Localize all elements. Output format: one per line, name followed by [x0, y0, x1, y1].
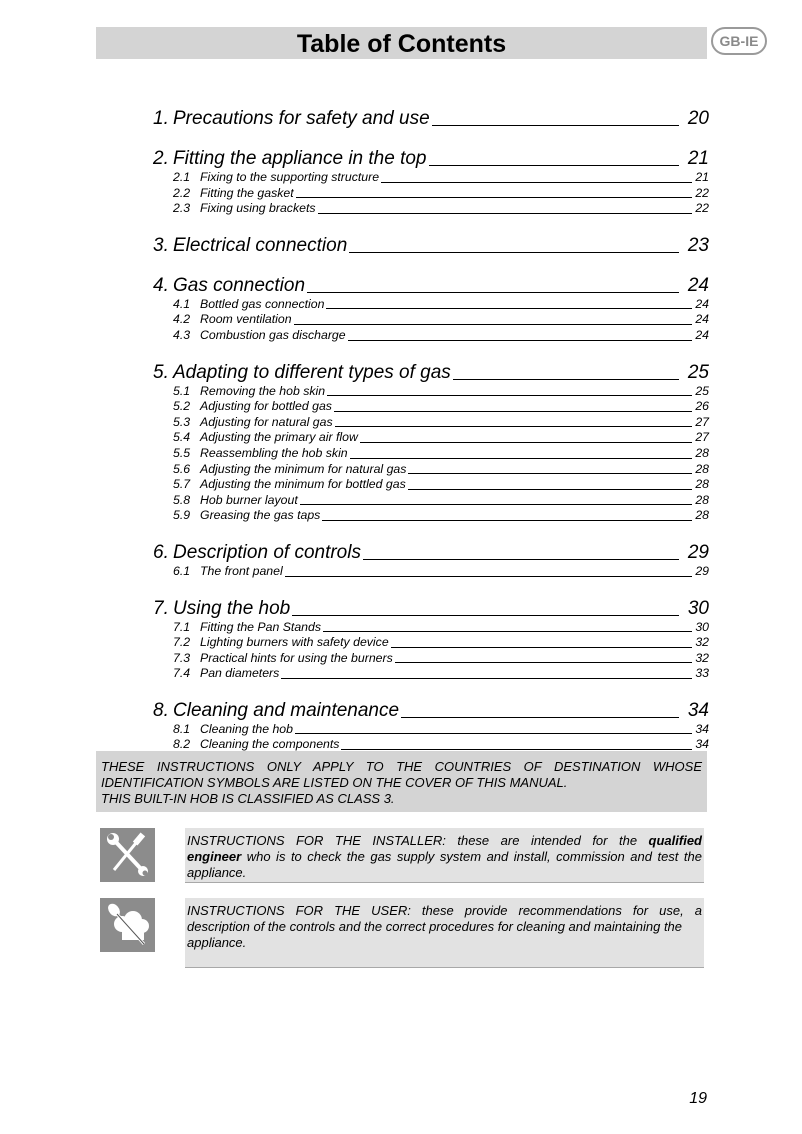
toc-subsection[interactable]: [153, 635, 709, 651]
toc-section-title: Using the hob: [173, 597, 291, 619]
toc-subsection-title: Greasing the gas taps: [200, 508, 321, 523]
toc-leader: [432, 125, 679, 126]
toc-subsection-page: 29: [695, 563, 709, 578]
toc-section-heading[interactable]: [153, 361, 709, 384]
toc-subsection-page: 28: [695, 477, 709, 492]
page-title: Table of Contents: [296, 30, 507, 58]
toc-subsection-page: 25: [695, 383, 709, 398]
user-text: INSTRUCTIONS FOR THE USER: these provide recommendations for use, a: [187, 903, 702, 918]
toc-subsection-title: Adjusting for bottled gas: [200, 399, 332, 414]
toc-leader: [285, 576, 692, 577]
page-number: 19: [689, 1090, 707, 1107]
toc-subsection-number: 6.1: [173, 563, 191, 578]
toc-leader: [341, 749, 692, 750]
toc-section: [153, 274, 709, 344]
toc-subsection-title: The front panel: [200, 563, 283, 578]
installer-text: appliance.: [187, 865, 247, 880]
toc-leader: [300, 504, 692, 505]
toc-leader: [296, 197, 692, 198]
toc-subsection-page: 24: [695, 312, 709, 327]
toc-leader: [360, 442, 692, 443]
toc-subsection-page: 28: [695, 445, 709, 460]
toc-subsection[interactable]: [153, 201, 709, 217]
toc-leader: [322, 520, 692, 521]
toc-section-number: 4.: [153, 274, 169, 296]
toc-subsection[interactable]: [153, 477, 709, 493]
toc-subsection-page: 22: [695, 201, 709, 216]
toc-section-title: Adapting to different types of gas: [173, 361, 451, 383]
toc-subsection-title: Cleaning the hob: [200, 721, 293, 736]
toc-section-heading[interactable]: [153, 234, 709, 257]
toc-section-title: Precautions for safety and use: [173, 108, 430, 129]
toc-section-heading[interactable]: [153, 597, 709, 620]
toc-subsection-title: Hob burner layout: [200, 492, 298, 507]
toc-leader: [318, 213, 692, 214]
toc-subsection-title: Adjusting the minimum for bottled gas: [200, 477, 406, 492]
toc-section: [153, 147, 709, 217]
toc-subsection-page: 28: [695, 461, 709, 476]
toc-section-number: 5.: [153, 361, 169, 383]
toc-subsection-page: 24: [695, 327, 709, 342]
toc-section-page: 24: [687, 274, 709, 296]
toc-section-title: Gas connection: [173, 274, 306, 296]
toc-subsection-number: 7.4: [173, 666, 191, 681]
toc-subsection[interactable]: [153, 446, 709, 462]
table-of-contents: [153, 107, 709, 770]
toc-subsection-page: 22: [695, 185, 709, 200]
toc-leader: [326, 308, 692, 309]
toc-subsection-title: Combustion gas discharge: [200, 327, 346, 342]
toc-section: [153, 361, 709, 524]
toc-subsection-number: 7.2: [173, 635, 191, 650]
destination-notice: [96, 751, 707, 812]
user-text: appliance.: [187, 935, 247, 950]
toc-subsection-title: Removing the hob skin: [200, 383, 326, 398]
toc-leader: [294, 324, 692, 325]
toc-section: [153, 107, 709, 130]
toc-subsection-number: 5.5: [173, 445, 191, 460]
toc-subsection-page: 30: [695, 619, 709, 634]
toc-subsection-number: 5.4: [173, 430, 191, 445]
toc-section-page: 21: [687, 148, 709, 169]
installer-bold: qualified: [648, 833, 702, 848]
toc-subsection-number: 7.3: [173, 650, 191, 665]
toc-leader: [350, 458, 692, 459]
toc-subsection-number: 5.3: [173, 414, 191, 429]
toc-subsection[interactable]: [153, 186, 709, 202]
toc-section: [153, 541, 709, 580]
toc-subsection[interactable]: [153, 328, 709, 344]
toc-leader: [401, 717, 679, 718]
user-instructions: [185, 898, 704, 968]
toc-subsection-page: 34: [695, 721, 709, 736]
toc-subsection[interactable]: [153, 297, 709, 313]
toc-subsection-number: 2.3: [173, 201, 191, 216]
notice-line: IDENTIFICATION SYMBOLS ARE LISTED ON THE COVER OF THIS MANUAL.: [101, 775, 568, 790]
toc-subsection-page: 28: [695, 492, 709, 507]
toc-subsection-number: 2.1: [173, 170, 191, 184]
toc-section-heading[interactable]: [153, 699, 709, 722]
toc-leader: [292, 615, 679, 616]
toc-subsection-page: 26: [695, 399, 709, 414]
toc-section-title: Electrical connection: [173, 234, 348, 256]
installer-text: who is to check the gas supply system and install, commission and test the: [241, 849, 702, 864]
toc-subsection-number: 4.2: [173, 312, 191, 327]
toc-section-page: 25: [687, 361, 709, 383]
toc-section-heading[interactable]: [153, 274, 709, 297]
toc-subsection-title: Lighting burners with safety device: [200, 635, 389, 650]
toc-leader: [429, 165, 679, 166]
toc-subsection-number: 4.1: [173, 296, 191, 311]
toc-section-page: 23: [687, 234, 709, 256]
toc-section: [153, 699, 709, 753]
toc-section-heading[interactable]: [153, 147, 709, 170]
toc-subsection[interactable]: [153, 384, 709, 400]
toc-subsection-title: Adjusting for natural gas: [200, 414, 333, 429]
toc-section-number: 1.: [153, 108, 169, 129]
toc-section-heading[interactable]: [153, 107, 709, 130]
toc-section-title: Fitting the appliance in the top: [173, 148, 427, 169]
notice-line: THIS BUILT-IN HOB IS CLASSIFIED AS CLASS 3.: [101, 791, 395, 806]
notice-line: THESE INSTRUCTIONS ONLY APPLY TO THE COUNTRIES OF DESTINATION WHOSE: [101, 759, 702, 774]
toc-leader: [391, 647, 692, 648]
toc-section-page: 34: [687, 699, 709, 721]
user-text: description of the controls and the correct procedures for cleaning and maintaining the: [187, 919, 683, 934]
toc-subsection[interactable]: [153, 493, 709, 509]
toc-section-title: Cleaning and maintenance: [173, 699, 400, 721]
toc-subsection-title: Fixing to the supporting structure: [200, 170, 380, 184]
toc-subsection-page: 32: [695, 635, 709, 650]
toc-section-heading[interactable]: [153, 541, 709, 564]
toc-subsection-title: Adjusting the primary air flow: [200, 430, 358, 445]
toc-subsection-number: 5.2: [173, 399, 191, 414]
toc-subsection-number: 5.7: [173, 477, 191, 492]
toc-section-page: 20: [687, 108, 709, 129]
toc-subsection-page: 27: [695, 430, 709, 445]
toc-section-title: Description of controls: [173, 541, 361, 563]
installer-instructions: [185, 828, 704, 883]
toc-section-number: 7.: [153, 597, 169, 619]
toc-leader: [453, 379, 679, 380]
toc-leader: [281, 678, 692, 679]
toc-leader: [295, 733, 692, 734]
toc-section-number: 2.: [153, 148, 169, 169]
toc-leader: [348, 340, 692, 341]
toc-subsection-title: Practical hints for using the burners: [200, 650, 393, 665]
toc-subsection-title: Fitting the Pan Stands: [200, 619, 321, 634]
toc-subsection-page: 21: [695, 170, 709, 184]
toc-leader: [408, 473, 692, 474]
toc-subsection-page: 34: [695, 737, 709, 752]
toc-subsection-number: 5.9: [173, 508, 191, 523]
toc-subsection-title: Pan diameters: [200, 666, 280, 681]
toc-subsection[interactable]: [153, 666, 709, 682]
toc-subsection-title: Room ventilation: [200, 312, 292, 327]
toc-section: [153, 234, 709, 257]
toc-subsection-number: 4.3: [173, 327, 191, 342]
toc-leader: [408, 489, 692, 490]
toc-subsection-number: 5.6: [173, 461, 191, 476]
toc-subsection-title: Fixing using brackets: [200, 201, 316, 216]
toc-section-number: 6.: [153, 541, 169, 563]
installer-text: INSTRUCTIONS FOR THE INSTALLER: these are intended for the: [187, 833, 649, 848]
toc-subsection-page: 27: [695, 414, 709, 429]
toc-section-page: 30: [687, 597, 709, 619]
toc-leader: [363, 559, 679, 560]
toc-leader: [381, 182, 692, 183]
toc-subsection-page: 32: [695, 650, 709, 665]
toc-leader: [323, 631, 692, 632]
toc-leader: [307, 292, 679, 293]
toc-leader: [334, 411, 692, 412]
installer-bold: engineer: [187, 849, 242, 864]
toc-subsection-title: Cleaning the components: [200, 737, 340, 752]
toc-subsection-page: 33: [695, 666, 709, 681]
toc-subsection[interactable]: [153, 430, 709, 446]
country-badge: GB-IE: [711, 27, 767, 55]
toc-section-number: 3.: [153, 234, 169, 256]
toc-subsection-number: 2.2: [173, 185, 191, 200]
toc-subsection[interactable]: [153, 620, 709, 636]
toc-subsection-page: 24: [695, 296, 709, 311]
toc-subsection[interactable]: [153, 564, 709, 580]
toc-leader: [349, 252, 679, 253]
toc-subsection-title: Reassembling the hob skin: [200, 445, 348, 460]
toc-subsection[interactable]: [153, 415, 709, 431]
toc-subsection[interactable]: [153, 651, 709, 667]
chef-hat-spoon-icon: [100, 898, 155, 952]
title-bar: [96, 27, 707, 59]
toc-subsection-number: 8.2: [173, 737, 191, 752]
toc-section-number: 8.: [153, 699, 169, 721]
toc-section-page: 29: [687, 541, 709, 563]
toc-subsection-title: Adjusting the minimum for natural gas: [200, 461, 407, 476]
toc-subsection-number: 5.8: [173, 492, 191, 507]
toc-leader: [395, 662, 692, 663]
toc-subsection-number: 5.1: [173, 383, 191, 398]
toc-leader: [335, 426, 692, 427]
toc-subsection-title: Fitting the gasket: [200, 185, 294, 200]
toc-subsection-number: 8.1: [173, 721, 191, 736]
toc-section: [153, 597, 709, 682]
toc-subsection[interactable]: [153, 312, 709, 328]
toc-subsection[interactable]: [153, 508, 709, 524]
toc-leader: [327, 395, 692, 396]
toc-subsection-number: 7.1: [173, 619, 191, 634]
toc-subsection[interactable]: [153, 170, 709, 186]
toc-subsection-title: Bottled gas connection: [200, 296, 325, 311]
wrench-screwdriver-icon: [100, 828, 155, 882]
toc-subsection[interactable]: [153, 399, 709, 415]
toc-subsection[interactable]: [153, 722, 709, 738]
toc-subsection-page: 28: [695, 508, 709, 523]
toc-subsection[interactable]: [153, 462, 709, 478]
